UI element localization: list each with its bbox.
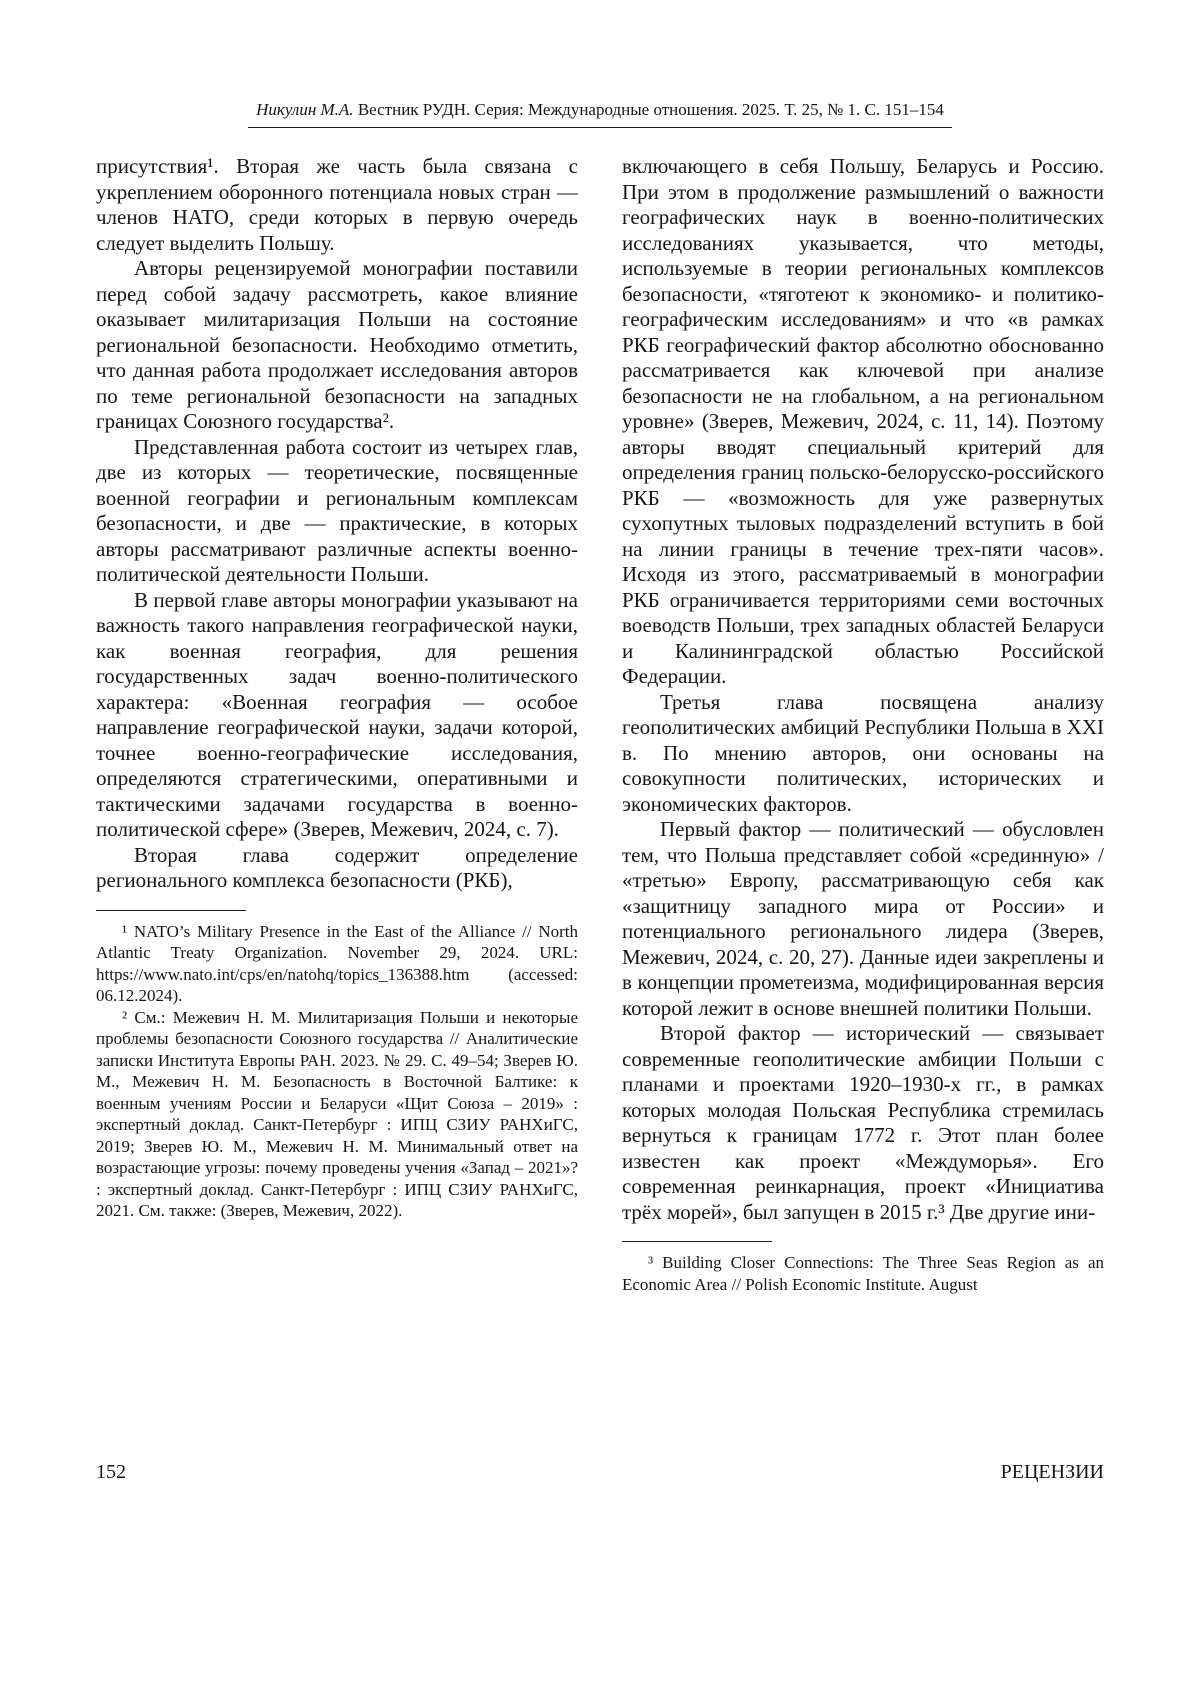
running-head-text: [248, 100, 952, 128]
footnote-separator: [622, 1241, 772, 1242]
left-column: [96, 154, 578, 1222]
body-paragraph: Вторая глава содержит определение регионального комплекса безопасности (РКБ),: [96, 842, 578, 893]
running-head-author: Никулин М.А.: [256, 100, 354, 119]
footnote-separator: [96, 910, 246, 911]
footnote: ³ Building Closer Connections: The Three Seas Region as an Economic Area // Polish Economic Institute. August: [622, 1253, 1104, 1294]
left-footnotes: [96, 921, 578, 1222]
footnote: ² См.: Межевич Н. М. Милитаризация Польши и некоторые проблемы безопасности Союзного государства // Аналитические записки Института Европы РАН. 2023. № 29. С. 49–54; Зверев Ю. М., Межевич Н. М. Безопасность в Восточной Балтике: к военным учениям России и Беларуси «Щит Союза – 2019» : экспертный доклад. Санкт-Петербург : ИПЦ СЗИУ РАНХиГС, 2019; Зверев Ю. М., Межевич Н. М. Минимальный ответ на возрастающие угрозы: почему проведены учения «Запад – 2021»? : экспертный доклад. Санкт-Петербург : ИПЦ СЗИУ РАНХиГС, 2021. См. также: (Зверев, Межевич, 2022).: [96, 1007, 578, 1221]
right-footnotes: [622, 1252, 1104, 1295]
footnote: ¹ NATO’s Military Presence in the East of the Alliance // North Atlantic Treaty Organization. November 29, 2024. URL: https://www.nato.int/cps/en/natohq/topics_136388.htm (accessed: 06.12.2024).: [96, 921, 578, 1006]
page-footer: [96, 1460, 1104, 1484]
body-paragraph: присутствия¹. Вторая же часть была связана с укреплением оборонного потенциала новых стран — членов НАТО, среди которых в первую очередь следует выделить Польшу.: [96, 154, 578, 255]
two-column-text-block: [96, 154, 1104, 1295]
running-head: [96, 100, 1104, 128]
body-paragraph: Первый фактор — политический — обусловлен тем, что Польша представляет собой «срединную» / «третью» Европу, рассматривающую себя как «защитницу западного мира от России» и потенциального регионального лидера (Зверев, Межевич, 2024, с. 20, 27). Данные идеи закреплены и в концепции прометеизма, модифицированная версия которой лежит в основе внешней политики Польши.: [622, 817, 1104, 1020]
body-paragraph: Представленная работа состоит из четырех глав, две из которых — теоретические, посвященные военной географии и региональным комплексам безопасности, и две — практические, в которых авторы рассматривают различные аспекты военно-политической деятельности Польши.: [96, 434, 578, 587]
body-paragraph: Авторы рецензируемой монографии поставили перед собой задачу рассмотреть, какое влияние оказывает милитаризация Польши на состояние региональной безопасности. Необходимо отметить, что данная работа продолжает исследования авторов по теме региональной безопасности на западных границах Союзного государства².: [96, 256, 578, 434]
running-head-citation: Вестник РУДН. Серия: Международные отношения. 2025. Т. 25, № 1. С. 151–154: [357, 100, 944, 119]
body-paragraph: Третья глава посвящена анализу геополитических амбиций Республики Польша в XXI в. По мнению авторов, они основаны на совокупности политических, исторических и экономических факторов.: [622, 689, 1104, 816]
body-paragraph: Второй фактор — исторический — связывает современные геополитические амбиции Польши с планами и проектами 1920–1930-х гг., в рамках которых молодая Польская Республика стремилась вернуться к границам 1772 г. Этот план более известен как проект «Междуморья». Его современная реинкарнация, проект «Инициатива трёх морей», был запущен в 2015 г.³ Две другие ини-: [622, 1021, 1104, 1224]
body-paragraph: включающего в себя Польшу, Беларусь и Россию. При этом в продолжение размышлений о важности географических наук в военно-политических исследованиях указывается, что методы, используемые в теории региональных комплексов безопасности, «тяготеют к экономико- и политико-географическим исследованиям» и что «в рамках РКБ географический фактор абсолютно обоснованно рассматривается как ключевой при анализе безопасности не на глобальном, а на региональном уровне» (Зверев, Межевич, 2024, с. 11, 14). Поэтому авторы вводят специальный критерий для определения границ польско-белорусско-российского РКБ — «возможность для уже развернутых сухопутных тыловых подразделений вступить в бой на линии границы в течение трех-пяти часов». Исходя из этого, рассматриваемый в монографии РКБ ограничивается территориями семи восточных воеводств Польши, трех западных областей Беларуси и Калининградской областью Российской Федерации.: [622, 154, 1104, 689]
page-number: 152: [96, 1461, 126, 1483]
section-label: РЕЦЕНЗИИ: [1000, 1461, 1104, 1483]
body-paragraph: В первой главе авторы монографии указывают на важность такого направления географической науки, как военная география, для решения государственных задач военно-политического характера: «Военная география — особое направление географической науки, задачи которой, точнее военно-географические исследования, определяются стратегическими, оперативными и тактическими задачами государства в военно-политической сфере» (Зверев, Межевич, 2024, с. 7).: [96, 587, 578, 842]
right-column: [622, 154, 1104, 1295]
